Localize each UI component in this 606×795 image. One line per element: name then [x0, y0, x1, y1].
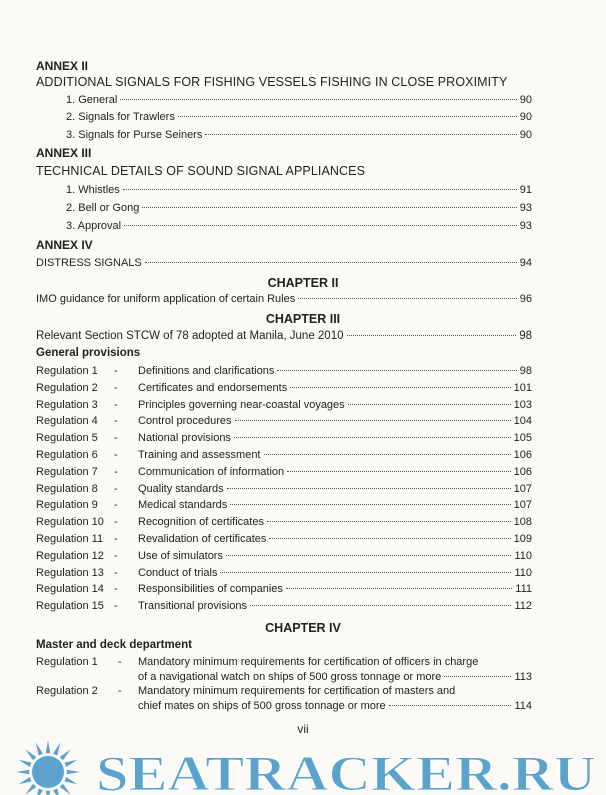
entry-page: 113 — [514, 671, 532, 683]
entry-page: 98 — [519, 330, 532, 342]
entry-title: 1. General — [66, 94, 118, 106]
entry-page: 111 — [515, 583, 532, 596]
toc-entry — [138, 399, 532, 411]
annex-iv-label: ANNEX IV — [36, 238, 93, 252]
entry-title: Certificates and endorsements — [138, 381, 288, 394]
leader-dots — [145, 262, 517, 263]
entry-page: 107 — [513, 499, 532, 512]
entry-title: 2. Signals for Trawlers — [66, 111, 175, 124]
toc-entry — [138, 583, 532, 595]
regulation-entry[interactable] — [36, 583, 532, 595]
regulation-number: Regulation 14 — [36, 583, 104, 596]
regulation-entry[interactable] — [36, 567, 532, 579]
annex-iii-label: ANNEX III — [36, 146, 92, 160]
toc-entry — [138, 533, 532, 545]
leader-dots — [286, 588, 512, 589]
regulation-number: Regulation 15 — [36, 600, 104, 613]
toc-entry[interactable] — [66, 94, 532, 106]
regulation-number: Regulation 13 — [36, 566, 104, 579]
toc-entry[interactable] — [66, 202, 532, 214]
separator-dash: - — [114, 398, 118, 411]
chapter-iii-heading: CHAPTER III — [265, 312, 341, 326]
entry-page: 90 — [519, 111, 532, 124]
entry-page: 93 — [519, 202, 532, 214]
regulation-entry[interactable] — [36, 600, 532, 612]
toc-entry — [138, 483, 532, 495]
entry-page: 107 — [513, 482, 532, 495]
regulation-entry[interactable] — [36, 466, 532, 478]
toc-entry — [138, 432, 532, 444]
entry-page: 109 — [513, 533, 532, 545]
entry-page: 110 — [514, 566, 532, 579]
separator-dash: - — [114, 583, 118, 596]
leader-dots — [250, 605, 511, 606]
entry-page: 93 — [519, 220, 532, 232]
toc-entry-line2 — [138, 700, 532, 712]
leader-dots — [277, 370, 516, 371]
entry-title: Definitions and clarifications — [138, 365, 275, 377]
regulation-number: Regulation 6 — [36, 449, 98, 461]
leader-dots — [234, 437, 511, 438]
toc-entry — [138, 516, 532, 528]
entry-title: IMO guidance for uniform application of certain Rules — [36, 293, 296, 305]
separator-dash: - — [114, 549, 118, 562]
entry-page: 98 — [519, 365, 532, 377]
entry-title: Recognition of certificates — [138, 516, 264, 529]
entry-title-line1: Mandatory minimum requirements for certification of officers in charge — [138, 656, 479, 668]
separator-dash: - — [114, 600, 118, 613]
regulation-entry[interactable] — [36, 432, 532, 444]
entry-page: 105 — [513, 432, 532, 445]
entry-page: 106 — [513, 449, 532, 461]
regulation-entry[interactable] — [36, 365, 532, 377]
toc-entry[interactable] — [36, 257, 532, 269]
separator-dash: - — [114, 432, 118, 445]
annex-ii-label: ANNEX II — [36, 59, 89, 73]
separator-dash: - — [114, 516, 118, 529]
toc-entry — [138, 499, 532, 511]
entry-title: Principles governing near-coastal voyages — [138, 398, 345, 411]
leader-dots — [269, 538, 510, 539]
entry-title: 3. Signals for Purse Seiners — [66, 128, 203, 141]
leader-dots — [120, 99, 516, 100]
regulation-number: Regulation 12 — [36, 549, 104, 562]
separator-dash: - — [114, 465, 118, 478]
entry-page: 90 — [519, 128, 532, 141]
entry-title: Transitional provisions — [138, 600, 248, 613]
regulation-entry[interactable] — [36, 516, 532, 528]
separator-dash: - — [114, 533, 118, 545]
entry-page: 91 — [519, 184, 532, 196]
regulation-entry[interactable] — [36, 533, 532, 545]
separator-dash: - — [114, 365, 118, 377]
entry-page: 110 — [514, 549, 532, 562]
toc-entry — [138, 567, 532, 579]
separator-dash: - — [118, 685, 122, 697]
regulation-entry[interactable] — [36, 499, 532, 511]
entry-page: 94 — [519, 257, 532, 269]
regulation-entry[interactable] — [36, 449, 532, 461]
entry-title: Conduct of trials — [138, 566, 218, 579]
regulation-number: Regulation 9 — [36, 499, 98, 512]
leader-dots — [235, 420, 511, 421]
leader-dots — [264, 454, 511, 455]
sun-icon — [16, 740, 80, 795]
entry-page: 103 — [513, 398, 532, 411]
entry-title: Control procedures — [138, 415, 232, 428]
leader-dots — [123, 189, 517, 190]
page-number: vii — [297, 722, 309, 736]
regulation-number: Regulation 2 — [36, 685, 98, 697]
entry-title-line1: Mandatory minimum requirements for certification of masters and — [138, 685, 456, 697]
regulation-entry[interactable] — [36, 483, 532, 495]
leader-dots — [444, 676, 511, 677]
entry-title: 3. Approval — [66, 220, 122, 232]
leader-dots — [389, 705, 512, 706]
separator-dash: - — [114, 499, 118, 512]
leader-dots — [348, 404, 511, 405]
seatracker-watermark-logo — [0, 738, 606, 795]
chapter-ii-heading: CHAPTER II — [267, 276, 339, 290]
regulation-number: Regulation 1 — [36, 656, 98, 668]
entry-title-line2: of a navigational watch on ships of 500 gross tonnage or more — [138, 671, 442, 683]
toc-entry[interactable] — [66, 129, 532, 141]
leader-dots — [226, 555, 511, 556]
entry-title: National provisions — [138, 432, 231, 445]
svg-text:SEATRACKER.RU: SEATRACKER.RU — [96, 745, 596, 795]
leader-dots — [220, 572, 511, 573]
leader-dots — [290, 387, 510, 388]
entry-title: Communication of information — [138, 465, 285, 478]
leader-dots — [142, 207, 516, 208]
entry-title: Revalidation of certificates — [138, 533, 267, 545]
regulation-number: Regulation 5 — [36, 432, 98, 445]
separator-dash: - — [114, 566, 118, 579]
leader-dots — [287, 471, 511, 472]
leader-dots — [230, 504, 510, 505]
toc-entry-line2 — [138, 671, 532, 683]
toc-entry — [138, 415, 532, 427]
master-deck-heading: Master and deck department — [36, 639, 192, 651]
annex-ii-title: ADDITIONAL SIGNALS FOR FISHING VESSELS FISHING IN CLOSE PROXIMITY — [36, 75, 508, 89]
toc-entry[interactable] — [66, 111, 532, 123]
chapter-iv-heading: CHAPTER IV — [265, 621, 341, 635]
toc-entry[interactable] — [66, 220, 532, 232]
regulation-number: Regulation 4 — [36, 415, 98, 428]
entry-page: 104 — [513, 415, 532, 428]
regulation-number: Regulation 8 — [36, 482, 98, 495]
entry-title: Quality standards — [138, 482, 224, 495]
leader-dots — [267, 521, 511, 522]
regulation-number: Regulation 7 — [36, 465, 98, 478]
toc-entry[interactable] — [36, 293, 532, 305]
entry-page: 114 — [514, 700, 532, 712]
entry-page: 112 — [514, 600, 532, 613]
entry-page: 90 — [519, 94, 532, 106]
separator-dash: - — [118, 656, 122, 668]
toc-entry — [138, 365, 532, 377]
annex-iii-title: TECHNICAL DETAILS OF SOUND SIGNAL APPLIANCES — [36, 164, 366, 178]
entry-title: Medical standards — [138, 499, 228, 512]
regulation-number: Regulation 1 — [36, 365, 98, 377]
entry-title: Relevant Section STCW of 78 adopted at Manila, June 2010 — [36, 330, 344, 342]
leader-dots — [347, 335, 517, 336]
toc-entry — [138, 449, 532, 461]
entry-page: 96 — [519, 293, 532, 305]
entry-title: 1. Whistles — [66, 184, 120, 196]
regulation-entry[interactable] — [36, 399, 532, 411]
toc-entry[interactable] — [66, 184, 532, 196]
entry-page: 106 — [513, 465, 532, 478]
entry-title: Responsibilities of companies — [138, 583, 283, 596]
regulation-number: Regulation 3 — [36, 398, 98, 411]
toc-entry — [138, 600, 532, 612]
toc-entry — [138, 382, 532, 394]
entry-title: Training and assessment — [138, 449, 261, 461]
regulation-number: Regulation 11 — [36, 533, 104, 545]
entry-page: 108 — [513, 516, 532, 529]
entry-title-line2: chief mates on ships of 500 gross tonnage or more — [138, 700, 386, 712]
regulation-number: Regulation 10 — [36, 516, 104, 529]
separator-dash: - — [114, 482, 118, 495]
entry-title: Use of simulators — [138, 549, 223, 562]
separator-dash: - — [114, 415, 118, 428]
entry-title: 2. Bell or Gong — [66, 202, 140, 214]
regulation-number: Regulation 2 — [36, 381, 98, 394]
toc-entry — [138, 550, 532, 562]
toc-entry — [138, 466, 532, 478]
regulation-entry[interactable] — [36, 382, 532, 394]
leader-dots — [227, 488, 511, 489]
leader-dots — [178, 116, 517, 117]
separator-dash: - — [114, 449, 118, 461]
leader-dots — [124, 225, 517, 226]
entry-title: DISTRESS SIGNALS — [36, 257, 142, 269]
leader-dots — [298, 298, 517, 299]
leader-dots — [205, 134, 516, 135]
regulation-entry[interactable] — [36, 415, 532, 427]
regulation-entry[interactable] — [36, 550, 532, 562]
separator-dash: - — [114, 381, 118, 394]
general-provisions-heading: General provisions — [36, 347, 141, 359]
toc-entry[interactable] — [36, 330, 532, 342]
entry-page: 101 — [513, 381, 532, 394]
